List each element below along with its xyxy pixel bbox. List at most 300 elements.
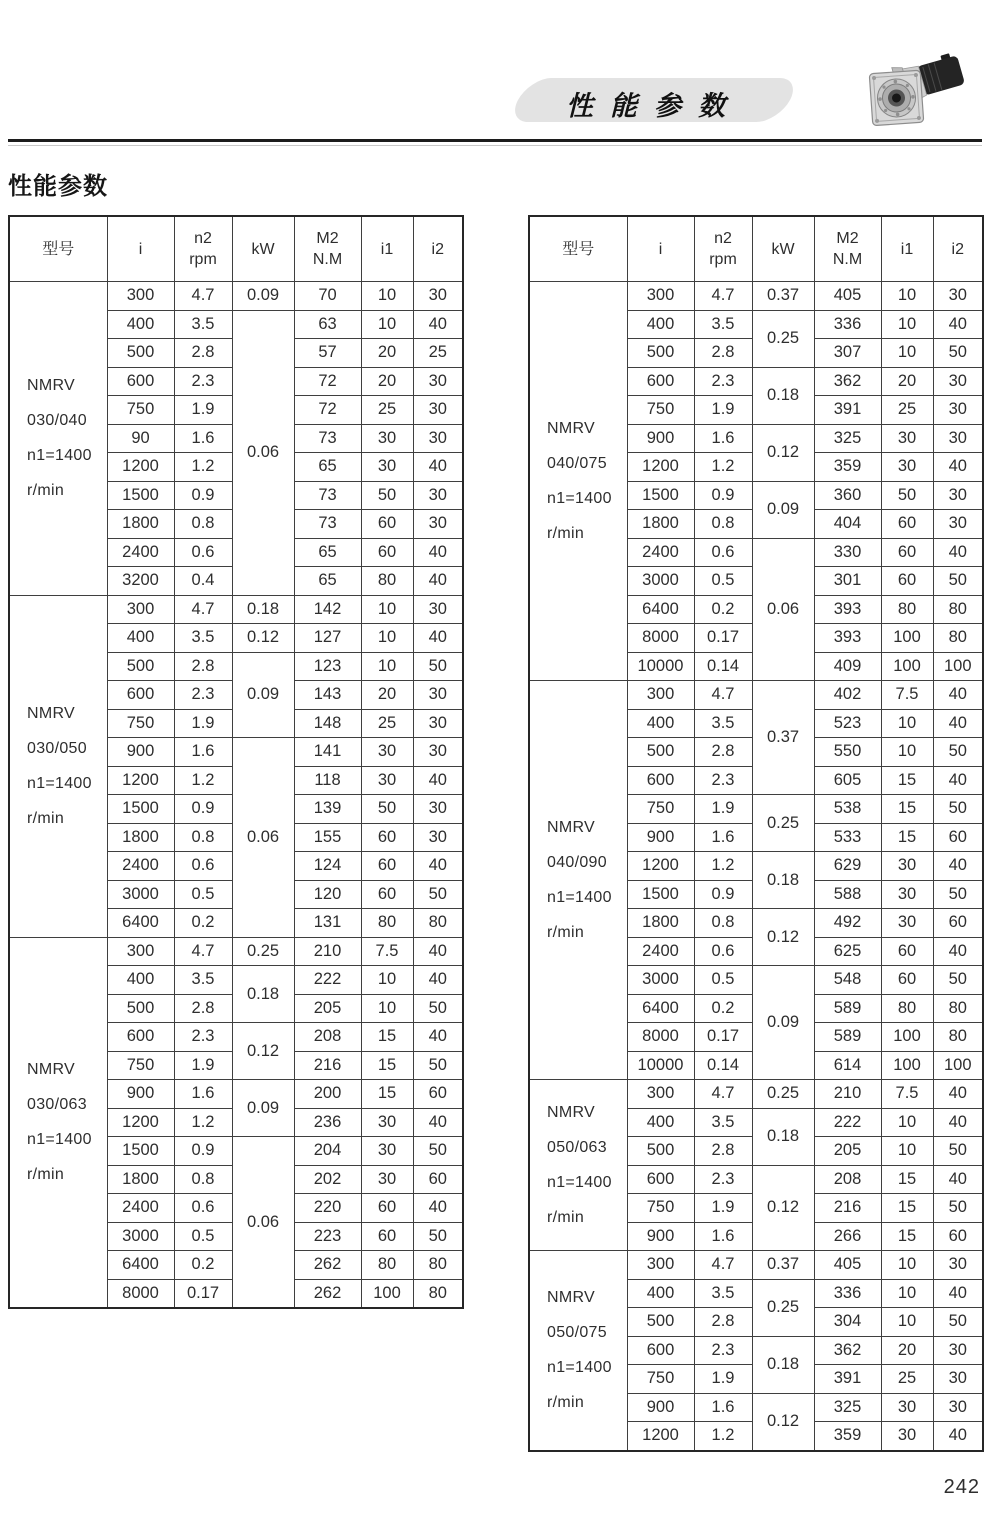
cell-i1: 30 <box>881 424 933 453</box>
col-header-text: i2 <box>951 240 964 258</box>
cell-kw: 0.09 <box>752 481 814 538</box>
model-line: r/min <box>27 1166 65 1184</box>
cell-i1: 60 <box>881 567 933 596</box>
cell-i2: 60 <box>933 1222 983 1251</box>
cell-m2: 65 <box>294 453 361 482</box>
cell-n2: 1.6 <box>694 424 752 453</box>
cell-i1: 100 <box>881 1023 933 1052</box>
cell-m2: 223 <box>294 1222 361 1251</box>
cell-m2: 118 <box>294 766 361 795</box>
cell-m2: 131 <box>294 909 361 938</box>
header-row <box>529 216 983 282</box>
cell-i2: 30 <box>413 795 463 824</box>
cell-i1: 100 <box>361 1279 413 1308</box>
cell-i1: 15 <box>881 823 933 852</box>
cell-i1: 25 <box>361 709 413 738</box>
cell-m2: 222 <box>294 966 361 995</box>
cell-n2: 1.6 <box>694 1393 752 1422</box>
model-cell <box>9 595 107 937</box>
cell-i: 1200 <box>627 1422 694 1451</box>
model-line: NMRV <box>27 705 76 722</box>
cell-n2: 2.3 <box>174 1023 232 1052</box>
cell-i2: 50 <box>413 994 463 1023</box>
cell-n2: 1.2 <box>174 1108 232 1137</box>
cell-m2: 362 <box>814 1336 881 1365</box>
cell-kw: 0.18 <box>752 1336 814 1393</box>
cell-i1: 60 <box>881 538 933 567</box>
col-header-i2 <box>933 216 983 282</box>
cell-i: 500 <box>627 339 694 368</box>
cell-m2: 325 <box>814 1393 881 1422</box>
cell-n2: 3.5 <box>694 709 752 738</box>
cell-n2: 0.17 <box>694 624 752 653</box>
cell-n2: 3.5 <box>694 1279 752 1308</box>
cell-i1: 60 <box>361 538 413 567</box>
cell-n2: 0.8 <box>174 823 232 852</box>
cell-kw: 0.12 <box>752 909 814 966</box>
cell-i: 6400 <box>107 909 174 938</box>
cell-i: 1500 <box>627 481 694 510</box>
model-line: 050/063 <box>547 1139 607 1156</box>
cell-i1: 60 <box>881 937 933 966</box>
cell-i1: 30 <box>881 909 933 938</box>
cell-i2: 30 <box>933 396 983 425</box>
cell-m2: 523 <box>814 709 881 738</box>
cell-i2: 80 <box>413 1279 463 1308</box>
cell-i2: 40 <box>933 766 983 795</box>
cell-kw: 0.25 <box>232 937 294 966</box>
cell-i1: 60 <box>361 880 413 909</box>
model-line: n1=1400 <box>27 1131 92 1149</box>
cell-i: 2400 <box>107 538 174 567</box>
cell-m2: 220 <box>294 1194 361 1223</box>
cell-kw: 0.12 <box>752 1165 814 1251</box>
table-row <box>529 681 983 710</box>
cell-kw: 0.37 <box>752 681 814 795</box>
cell-i1: 30 <box>361 738 413 767</box>
col-header-i2 <box>413 216 463 282</box>
cell-kw: 0.37 <box>752 1251 814 1280</box>
cell-i2: 60 <box>933 823 983 852</box>
col-header-n2 <box>174 216 232 282</box>
model-line: r/min <box>547 1394 585 1412</box>
cell-i2: 30 <box>413 738 463 767</box>
cell-i1: 60 <box>881 510 933 539</box>
cell-m2: 65 <box>294 567 361 596</box>
cell-n2: 2.8 <box>174 339 232 368</box>
cell-i1: 10 <box>361 595 413 624</box>
cell-m2: 405 <box>814 1251 881 1280</box>
cell-i: 500 <box>627 1308 694 1337</box>
cell-m2: 404 <box>814 510 881 539</box>
table-row <box>529 1251 983 1280</box>
cell-kw: 0.18 <box>752 852 814 909</box>
cell-i: 500 <box>627 1137 694 1166</box>
cell-i2: 30 <box>933 1336 983 1365</box>
cell-n2: 1.6 <box>174 738 232 767</box>
cell-i: 500 <box>107 652 174 681</box>
cell-i1: 50 <box>361 481 413 510</box>
cell-kw: 0.25 <box>752 795 814 852</box>
col-header-i <box>107 216 174 282</box>
cell-m2: 625 <box>814 937 881 966</box>
cell-i1: 15 <box>881 1194 933 1223</box>
cell-m2: 205 <box>814 1137 881 1166</box>
cell-n2: 0.6 <box>174 852 232 881</box>
cell-i: 1800 <box>627 909 694 938</box>
cell-i1: 30 <box>881 453 933 482</box>
cell-m2: 57 <box>294 339 361 368</box>
cell-i: 750 <box>627 1365 694 1394</box>
cell-n2: 3.5 <box>694 310 752 339</box>
cell-i1: 10 <box>881 738 933 767</box>
cell-i1: 15 <box>881 1165 933 1194</box>
cell-i2: 50 <box>933 567 983 596</box>
spec-table-right <box>528 215 984 1452</box>
cell-n2: 1.2 <box>694 852 752 881</box>
cell-i: 2400 <box>627 538 694 567</box>
cell-i1: 25 <box>881 396 933 425</box>
cell-n2: 0.2 <box>694 595 752 624</box>
cell-i1: 30 <box>361 424 413 453</box>
cell-m2: 362 <box>814 367 881 396</box>
cell-i1: 10 <box>361 282 413 311</box>
cell-m2: 492 <box>814 909 881 938</box>
cell-i1: 10 <box>881 339 933 368</box>
cell-n2: 2.8 <box>694 1137 752 1166</box>
cell-i: 600 <box>627 1165 694 1194</box>
cell-kw: 0.18 <box>232 595 294 624</box>
cell-i: 300 <box>627 282 694 311</box>
cell-i2: 40 <box>933 681 983 710</box>
cell-i1: 60 <box>881 966 933 995</box>
cell-i: 400 <box>107 966 174 995</box>
model-line: 030/040 <box>27 412 87 430</box>
cell-i2: 50 <box>933 1308 983 1337</box>
cell-n2: 0.8 <box>694 909 752 938</box>
cell-n2: 2.3 <box>174 681 232 710</box>
cell-i: 500 <box>107 339 174 368</box>
cell-i1: 30 <box>881 1422 933 1451</box>
cell-n2: 0.8 <box>174 510 232 539</box>
cell-i2: 40 <box>413 1194 463 1223</box>
cell-i: 750 <box>107 396 174 425</box>
cell-n2: 0.9 <box>174 481 232 510</box>
col-header-m2 <box>814 216 881 282</box>
cell-m2: 330 <box>814 538 881 567</box>
cell-i: 2400 <box>107 852 174 881</box>
cell-i1: 60 <box>361 1222 413 1251</box>
cell-n2: 1.9 <box>694 1194 752 1223</box>
cell-i1: 20 <box>361 681 413 710</box>
cell-i: 90 <box>107 424 174 453</box>
cell-m2: 550 <box>814 738 881 767</box>
cell-i: 1500 <box>627 880 694 909</box>
cell-i: 1500 <box>107 795 174 824</box>
cell-m2: 359 <box>814 1422 881 1451</box>
cell-i2: 50 <box>933 966 983 995</box>
cell-m2: 336 <box>814 310 881 339</box>
cell-i1: 10 <box>361 624 413 653</box>
cell-i: 900 <box>627 823 694 852</box>
cell-i1: 20 <box>881 367 933 396</box>
cell-n2: 3.5 <box>174 624 232 653</box>
cell-i2: 80 <box>933 595 983 624</box>
cell-n2: 2.8 <box>174 652 232 681</box>
cell-n2: 1.9 <box>174 709 232 738</box>
cell-m2: 202 <box>294 1165 361 1194</box>
cell-n2: 2.8 <box>694 738 752 767</box>
cell-m2: 589 <box>814 994 881 1023</box>
cell-m2: 208 <box>294 1023 361 1052</box>
cell-n2: 4.7 <box>694 282 752 311</box>
cell-i: 1200 <box>627 453 694 482</box>
cell-kw: 0.06 <box>752 538 814 681</box>
cell-i1: 80 <box>361 909 413 938</box>
cell-n2: 1.2 <box>694 453 752 482</box>
col-header-text: 型号 <box>562 240 595 258</box>
cell-i2: 40 <box>933 937 983 966</box>
gearbox-illustration <box>862 50 970 138</box>
cell-i: 900 <box>107 1080 174 1109</box>
cell-i2: 100 <box>933 652 983 681</box>
cell-i: 300 <box>107 595 174 624</box>
model-line: n1=1400 <box>27 775 92 792</box>
cell-i2: 40 <box>933 453 983 482</box>
cell-i2: 30 <box>413 709 463 738</box>
cell-m2: 155 <box>294 823 361 852</box>
cell-n2: 0.17 <box>174 1279 232 1308</box>
cell-n2: 2.3 <box>694 766 752 795</box>
cell-i2: 40 <box>413 310 463 339</box>
model-line: NMRV <box>27 1061 76 1079</box>
cell-i: 900 <box>627 1393 694 1422</box>
cell-i1: 15 <box>361 1051 413 1080</box>
cell-m2: 204 <box>294 1137 361 1166</box>
cell-kw: 0.12 <box>232 624 294 653</box>
cell-m2: 391 <box>814 1365 881 1394</box>
cell-i2: 50 <box>413 652 463 681</box>
cell-i1: 20 <box>881 1336 933 1365</box>
cell-i1: 20 <box>361 339 413 368</box>
cell-i1: 60 <box>361 852 413 881</box>
cell-n2: 2.8 <box>694 1308 752 1337</box>
cell-kw: 0.18 <box>752 367 814 424</box>
cell-i: 8000 <box>627 624 694 653</box>
col-header-i <box>627 216 694 282</box>
cell-n2: 0.6 <box>694 937 752 966</box>
cell-kw: 0.09 <box>752 966 814 1080</box>
cell-i2: 40 <box>933 538 983 567</box>
cell-m2: 141 <box>294 738 361 767</box>
cell-n2: 0.9 <box>694 481 752 510</box>
cell-i2: 30 <box>413 823 463 852</box>
cell-m2: 65 <box>294 538 361 567</box>
cell-i1: 30 <box>881 880 933 909</box>
cell-i1: 50 <box>881 481 933 510</box>
cell-i2: 30 <box>413 424 463 453</box>
model-cell <box>9 282 107 596</box>
cell-i2: 30 <box>413 396 463 425</box>
cell-i: 600 <box>107 681 174 710</box>
cell-i: 750 <box>107 709 174 738</box>
cell-m2: 210 <box>814 1080 881 1109</box>
cell-i2: 30 <box>933 282 983 311</box>
cell-i2: 30 <box>933 367 983 396</box>
cell-n2: 1.9 <box>174 396 232 425</box>
cell-m2: 148 <box>294 709 361 738</box>
col-header-text: 型号 <box>42 240 75 258</box>
cell-i2: 40 <box>413 937 463 966</box>
cell-i1: 30 <box>881 852 933 881</box>
cell-i2: 40 <box>933 1422 983 1451</box>
cell-m2: 120 <box>294 880 361 909</box>
col-header-text: N.M <box>312 251 343 268</box>
cell-i1: 10 <box>881 1137 933 1166</box>
cell-i1: 10 <box>361 652 413 681</box>
cell-m2: 629 <box>814 852 881 881</box>
cell-m2: 391 <box>814 396 881 425</box>
cell-i1: 80 <box>881 595 933 624</box>
cell-m2: 127 <box>294 624 361 653</box>
cell-i1: 80 <box>881 994 933 1023</box>
header-rule <box>8 139 982 142</box>
cell-i: 600 <box>627 367 694 396</box>
page-number: 242 <box>943 1476 980 1498</box>
table-row <box>529 282 983 311</box>
cell-i2: 50 <box>933 339 983 368</box>
col-header-text: i <box>658 240 663 258</box>
cell-i2: 50 <box>933 1137 983 1166</box>
cell-i1: 10 <box>361 994 413 1023</box>
cell-n2: 1.9 <box>174 1051 232 1080</box>
cell-i: 2400 <box>107 1194 174 1223</box>
cell-n2: 0.2 <box>174 1251 232 1280</box>
cell-m2: 123 <box>294 652 361 681</box>
col-header-text: n2 <box>194 230 212 247</box>
cell-n2: 0.5 <box>174 880 232 909</box>
cell-i: 2400 <box>627 937 694 966</box>
cell-n2: 0.9 <box>174 795 232 824</box>
cell-kw: 0.09 <box>232 282 294 311</box>
cell-i2: 80 <box>413 909 463 938</box>
cell-i: 600 <box>107 1023 174 1052</box>
cell-i1: 10 <box>881 709 933 738</box>
cell-m2: 360 <box>814 481 881 510</box>
cell-m2: 262 <box>294 1279 361 1308</box>
cell-kw: 0.25 <box>752 310 814 367</box>
cell-m2: 210 <box>294 937 361 966</box>
cell-m2: 142 <box>294 595 361 624</box>
model-cell <box>529 282 627 681</box>
cell-i: 500 <box>107 994 174 1023</box>
cell-n2: 1.2 <box>174 766 232 795</box>
cell-n2: 3.5 <box>174 310 232 339</box>
cell-m2: 266 <box>814 1222 881 1251</box>
cell-i: 1200 <box>107 453 174 482</box>
cell-i: 3000 <box>107 880 174 909</box>
cell-i: 1200 <box>107 1108 174 1137</box>
cell-m2: 533 <box>814 823 881 852</box>
cell-i1: 25 <box>881 1365 933 1394</box>
banner-title: 性能参数 <box>566 91 742 121</box>
table-row <box>9 282 463 311</box>
cell-i: 3000 <box>627 567 694 596</box>
cell-i2: 30 <box>933 1365 983 1394</box>
cell-i: 750 <box>627 1194 694 1223</box>
cell-n2: 0.17 <box>694 1023 752 1052</box>
model-line: 030/050 <box>27 740 87 757</box>
cell-i2: 40 <box>933 852 983 881</box>
cell-kw: 0.09 <box>232 1080 294 1137</box>
cell-n2: 1.6 <box>174 424 232 453</box>
cell-i: 10000 <box>627 1051 694 1080</box>
cell-i: 10000 <box>627 652 694 681</box>
cell-i2: 40 <box>933 709 983 738</box>
model-line: NMRV <box>547 1289 596 1307</box>
cell-i: 600 <box>627 1336 694 1365</box>
model-line: 030/063 <box>27 1096 87 1114</box>
cell-n2: 0.8 <box>174 1165 232 1194</box>
cell-i1: 7.5 <box>361 937 413 966</box>
cell-i1: 10 <box>881 282 933 311</box>
cell-m2: 405 <box>814 282 881 311</box>
cell-m2: 325 <box>814 424 881 453</box>
cell-i2: 40 <box>413 567 463 596</box>
cell-i: 1200 <box>107 766 174 795</box>
cell-i: 400 <box>107 310 174 339</box>
cell-n2: 2.3 <box>694 1336 752 1365</box>
cell-n2: 1.9 <box>694 396 752 425</box>
cell-i2: 40 <box>933 1108 983 1137</box>
cell-i2: 30 <box>933 481 983 510</box>
cell-m2: 336 <box>814 1279 881 1308</box>
model-cell <box>9 937 107 1308</box>
col-header-text: n2 <box>714 230 732 247</box>
cell-i2: 60 <box>933 909 983 938</box>
table-row <box>9 595 463 624</box>
cell-i: 300 <box>627 681 694 710</box>
cell-i: 6400 <box>627 994 694 1023</box>
model-line: NMRV <box>27 377 76 395</box>
cell-i2: 60 <box>413 1080 463 1109</box>
cell-n2: 1.6 <box>174 1080 232 1109</box>
cell-m2: 393 <box>814 624 881 653</box>
cell-n2: 0.14 <box>694 652 752 681</box>
cell-i1: 10 <box>881 1279 933 1308</box>
cell-n2: 2.8 <box>694 339 752 368</box>
cell-m2: 548 <box>814 966 881 995</box>
cell-m2: 605 <box>814 766 881 795</box>
cell-m2: 304 <box>814 1308 881 1337</box>
cell-kw: 0.25 <box>752 1080 814 1109</box>
cell-m2: 208 <box>814 1165 881 1194</box>
model-line: NMRV <box>547 819 596 836</box>
col-header-n2 <box>694 216 752 282</box>
cell-n2: 0.6 <box>174 1194 232 1223</box>
model-line: NMRV <box>547 1104 596 1121</box>
cell-n2: 2.3 <box>174 367 232 396</box>
cell-kw: 0.12 <box>752 1393 814 1451</box>
cell-i2: 40 <box>933 1279 983 1308</box>
cell-m2: 205 <box>294 994 361 1023</box>
cell-n2: 2.8 <box>174 994 232 1023</box>
cell-n2: 4.7 <box>174 282 232 311</box>
cell-kw: 0.25 <box>752 1279 814 1336</box>
cell-i: 600 <box>627 766 694 795</box>
cell-i2: 50 <box>933 880 983 909</box>
cell-i: 900 <box>627 1222 694 1251</box>
